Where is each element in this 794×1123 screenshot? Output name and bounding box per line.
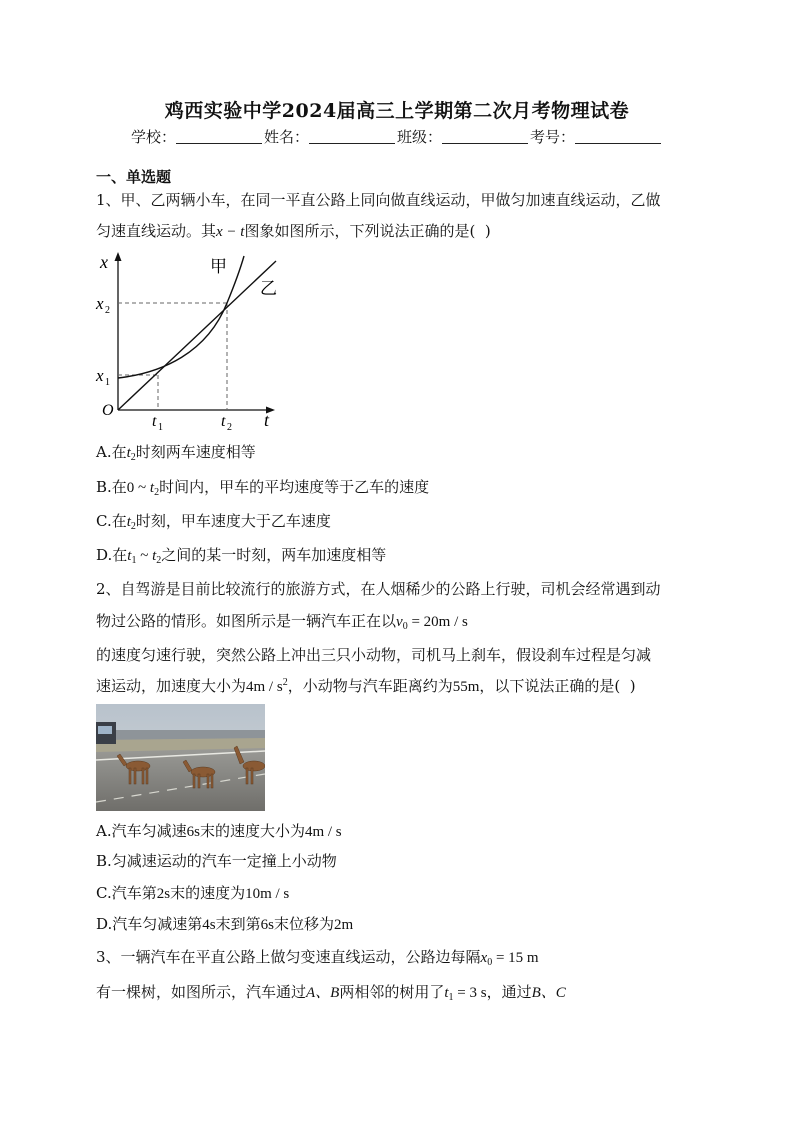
number-blank[interactable] [575,129,661,144]
y-axis-label: x [100,252,108,272]
x2-sub: 2 [105,305,110,316]
line-yi [118,261,276,410]
q2-stem-line4: 速运动，加速度大小为$4m / s^2$，小动物与汽车距离约为55m，以下说法正确的是( ) [96,677,636,695]
q2-stem-line2: 物过公路的情形。如图所示是一辆汽车正在以$v_0 = 20m / s$ [96,612,468,632]
x1-label: x [96,366,104,385]
q1-option-b[interactable]: B.在0 ~ $t_2$时间内，甲车的平均速度等于乙车的速度 [96,478,430,498]
q2-option-d[interactable]: D.汽车匀减速第4s末到第6s末位移为2m [96,915,354,933]
school-label: 学校： [130,128,176,146]
jia-label: 甲 [210,257,227,277]
x1-sub: 1 [105,377,110,388]
name-label: 姓名： [263,128,309,146]
class-blank[interactable] [442,129,528,144]
q2-stem-line3: 的速度匀速行驶，突然公路上冲出三只小动物，司机马上刹车，假设刹车过程是匀减 [96,646,652,664]
road-animals-photo [96,704,265,811]
x-t-graph [92,248,292,433]
t1-label: t [152,413,157,430]
q1-stem-line2: 匀速直线运动。其x − t图象如图所示，下列说法正确的是( ) [96,222,491,240]
q1-stem-line1: 1、甲、乙两辆小车，在同一平直公路上同向做直线运动，甲做匀加速直线运动，乙做 [96,191,661,209]
exam-title: 鸡西实验中学2024届高三上学期第二次月考物理试卷 [164,100,630,122]
q1-option-a[interactable]: A.在$t_2$时刻两车速度相等 [96,443,256,463]
q2-option-a[interactable]: A.汽车匀减速6s末的速度大小为4m / s [96,822,342,840]
q2-option-c[interactable]: C.汽车第2s末的速度为10m / s [96,884,290,902]
number-label: 考号： [530,128,576,146]
class-label: 班级： [397,128,443,146]
t2-sub: 2 [227,422,232,433]
x2-label: x [96,294,104,313]
q3-stem-line1: 3、一辆汽车在平直公路上做匀变速直线运动，公路边每隔$x_0 = 15$ m [96,948,539,968]
section-heading: 一、单选题 [96,168,172,186]
y-axis-arrow [115,252,122,261]
q2-stem-line1: 2、自驾游是目前比较流行的旅游方式，在人烟稀少的公路上行驶，司机会经常遇到动 [96,580,661,598]
q1-xt-symbol: x − t [216,224,245,240]
t2-label: t [221,413,226,430]
q1-option-c[interactable]: C.在$t_2$时刻，甲车速度大于乙车速度 [96,512,331,532]
q1-option-d[interactable]: D.在$t_1$ ~ $t_2$之间的某一时刻，两车加速度相等 [96,546,387,566]
q3-stem-line2: 有一棵树，如图所示，汽车通过A、B两相邻的树用了$t_1 = 3$ s，通过B、C [96,983,566,1003]
name-blank[interactable] [309,129,395,144]
t1-sub: 1 [158,422,163,433]
origin-label: O [102,402,114,419]
q2-option-b[interactable]: B.匀减速运动的汽车一定撞上小动物 [96,852,337,870]
student-info-line [0,126,794,147]
t-axis-label: t [264,410,270,430]
yi-label: 乙 [260,279,277,299]
road-animals-illustration [96,704,265,811]
school-blank[interactable] [176,129,262,144]
